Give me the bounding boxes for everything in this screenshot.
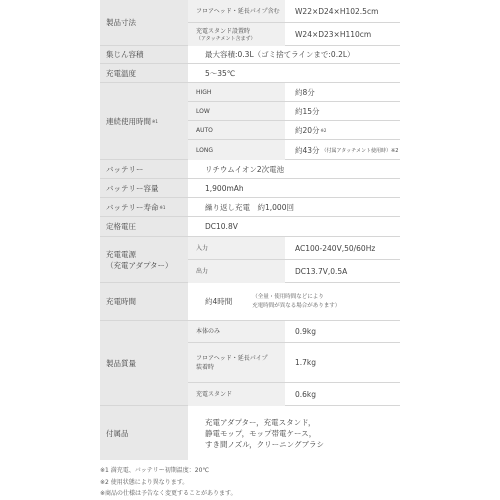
spec-row-weight [100,321,400,406]
spec-subkey: 充電スタンド [188,383,285,406]
spec-value [193,406,400,460]
spec-value: 5〜35℃ [205,68,236,78]
footnote: ※1 満充電、バッテリー初期温度：20℃ [100,467,210,474]
spec-subvalue: 約8分 [295,87,315,97]
spec-subvalue: AC100-240V,50/60Hz [295,243,376,253]
spec-subrow [188,140,400,160]
spec-row-battery-life [100,198,400,217]
spec-subrow [188,237,400,260]
spec-row-size [100,0,400,46]
footnotes [100,465,237,500]
spec-label: 集じん容積 [100,46,188,63]
spec-row-charge-temp [100,64,400,83]
spec-value: 約4時間 （全量・使用時間などにより 充電時間が異なる場合があります） [205,293,341,309]
spec-row-battery [100,160,400,179]
spec-subvalue: DC13.7V,0.5A [295,267,348,276]
spec-row-charge-time [100,283,400,321]
spec-row-capacity [100,46,400,64]
accessory-line: すき間ノズル，クリーニングブラシ [205,439,324,449]
spec-row-runtime [100,83,400,160]
spec-subvalue: 1.7kg [295,358,317,367]
spec-subrow [188,121,400,140]
spec-subvalue: 0.6kg [295,390,317,399]
spec-label: 充電電源 （充電アダプター） [100,237,188,282]
spec-label: 製品質量 [100,321,188,405]
spec-subvalue: W22×D24×H102.5cm [295,6,379,16]
spec-subrow [188,0,400,23]
spec-subrow [188,383,400,406]
spec-subvalue: 約15分 [295,106,320,116]
spec-table [100,0,400,460]
spec-label: 定格電圧 [100,217,188,236]
spec-subrow [188,343,400,383]
spec-value: DC10.8V [205,222,238,231]
spec-row-adapter [100,237,400,283]
spec-subvalue: 約43分 （付属アタッチメント使用時）※2 [295,145,399,155]
spec-subrow [188,23,400,46]
spec-subrow [188,260,400,283]
spec-subkey: 出力 [188,260,285,283]
spec-label: 製品寸法 [100,0,188,45]
spec-subvalue: 約20分 ※2 [295,125,327,135]
spec-label: 充電温度 [100,64,188,82]
accessory-line: 充電アダプター，充電スタンド， [205,417,316,427]
spec-value: リチウムイオン2次電池 [205,164,285,174]
spec-label: 充電時間 [100,283,188,320]
spec-row-accessories [100,406,400,460]
spec-subkey: LOW [188,102,285,120]
spec-subkey: HIGH [188,83,285,101]
spec-label: バッテリー容量 [100,179,188,197]
spec-label: バッテリー寿命 ※1 [100,198,188,216]
spec-subkey: AUTO [188,121,285,139]
spec-subkey: フロアヘッド・延長パイプ含む [188,0,285,22]
spec-label: 付属品 [100,406,188,460]
spec-subrow [188,321,400,343]
spec-label: 連続使用時間 ※1 [100,83,188,159]
spec-subkey: 入力 [188,237,285,259]
spec-subkey: 充電スタンド設置時 （アタッチメント含まず） [188,23,285,46]
spec-subvalue: 0.9kg [295,327,317,336]
spec-value: 繰り返し充電 約1,000回 [205,202,294,212]
spec-subrow [188,83,400,102]
spec-subkey: 本体のみ [188,321,285,342]
spec-value: 1,900mAh [205,183,244,193]
footnote: ※商品の仕様は予告なく変更することがあります。 [100,490,237,497]
spec-row-battery-capacity [100,179,400,198]
spec-subrow [188,102,400,121]
spec-subvalue: W24×D23×H110cm [295,30,372,39]
spec-label: バッテリー [100,160,188,178]
accessory-line: 静電モップ，モップ帯電ケース， [205,428,317,438]
spec-row-rated-voltage [100,217,400,237]
spec-subkey: LONG [188,140,285,160]
footnote: ※2 使用状態により異なります。 [100,478,189,486]
spec-subkey: フロアヘッド・延長パイプ 装着時 [188,343,285,382]
spec-value: 最大容積:0.3L（ゴミ捨てラインまで:0.2L） [205,50,355,59]
